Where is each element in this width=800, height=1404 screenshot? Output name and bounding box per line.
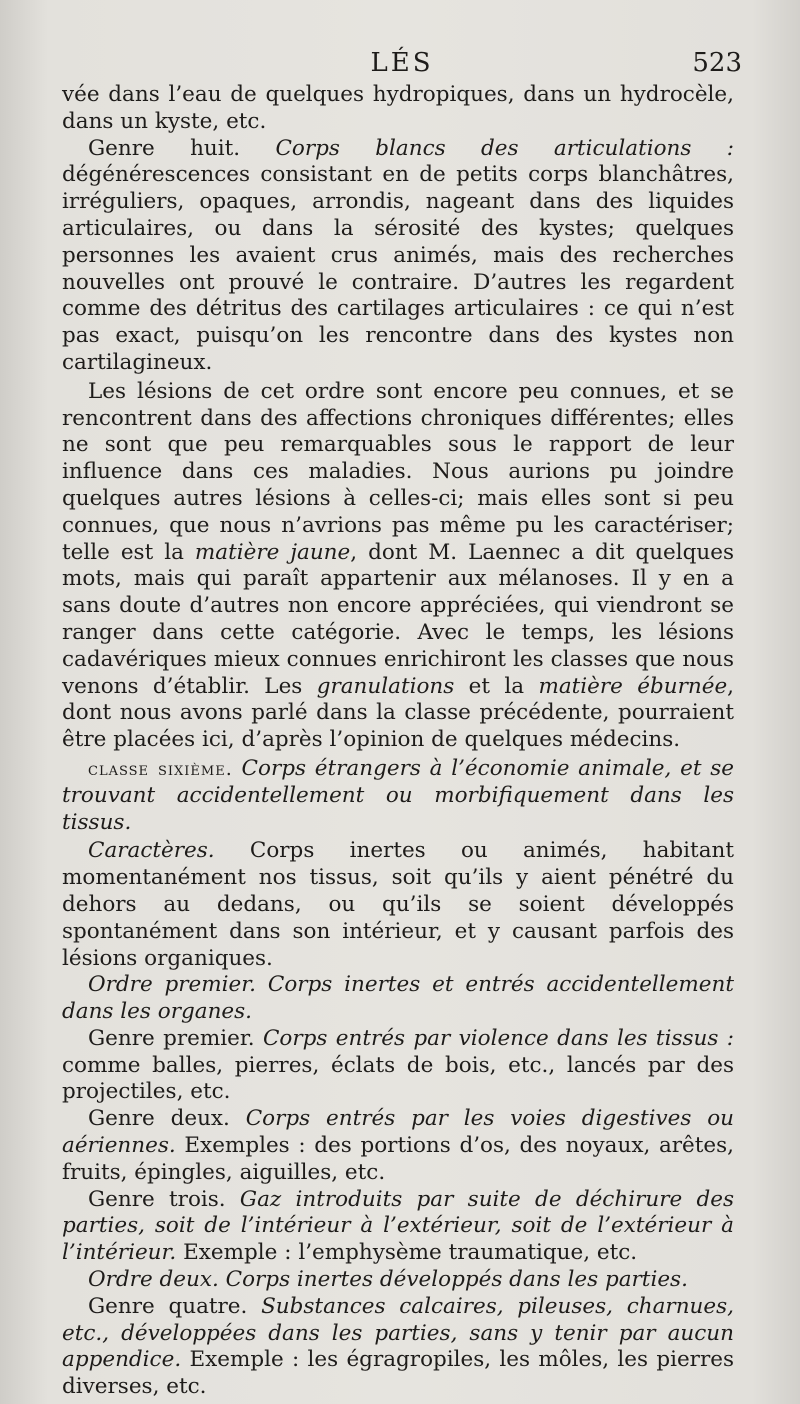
italic-run: Ordre premier. Corps inertes et entrés accidentellement dans les organes. [62, 972, 734, 1025]
page-number: 523 [692, 48, 742, 78]
italic-run: granulations [316, 673, 455, 699]
text-run: , dont M. Laennec a dit quelques mots, mais qui paraît appartenir aux mélanoses. Il y en a sans doute d’autres non encore appréciées, qui viendront se ranger dans cette catégorie. Avec le temps, les lésions cadavériques mieux connues enrichiront les classes que nous venons d’établir. Les [62, 539, 735, 699]
italic-run: Substances calcaires, pileuses, charnues, etc., développées dans les parties, sans y tenir par aucun appendice. [62, 1293, 734, 1373]
text-run: Genre huit. [88, 135, 276, 161]
paragraph-genre-quatre [62, 1294, 734, 1401]
text-run: Exemples : des portions d’os, des noyaux, arêtes, fruits, épingles, aiguilles, etc. [62, 1133, 734, 1185]
text-run: vée dans l’eau de quelques hydropiques, dans un hydrocèle, dans un kyste, etc. [62, 82, 734, 134]
text-run: Genre deux. [88, 1106, 246, 1132]
text-run: Genre quatre. [88, 1293, 262, 1319]
page-header [62, 48, 742, 82]
paragraph-genre-deux [62, 1106, 734, 1186]
paragraph-ordre-deux [62, 1267, 734, 1294]
text-run: dégénérescences consistant en de petits corps blanchâtres, irréguliers, opaques, arrondis, nageant dans des liquides articulaires, ou dans la sérosité des kystes; quelques personnes les avaient crus animés, mais des recherches nouvelles ont prouvé le contraire. D’autres les regardent comme des détritus des cartilages articulaires : ce qui n’est pas exact, puisqu’on les rencontre dans des kystes non cartilagineux. [62, 162, 734, 375]
text-run: Les lésions de cet ordre sont encore peu connues, et se rencontrent dans des affections chroniques différentes; elles ne sont que peu remarquables sous le rapport de leur influence dans ces maladies. Nous aurions pu joindre quelques autres lésions à celles-ci; mais elles sont si peu connues, que nous n’avrions pas même pu les caractériser; telle est la [62, 378, 734, 565]
italic-run: Corps blancs des articulations : [275, 135, 734, 161]
text-run: Corps inertes ou animés, habitant momentanément nos tissus, soit qu’ils y aient pénétré du dehors au dedans, ou qu’ils se soient développés spontanément dans son intérieur, et y causant parfois des lésions organiques. [62, 838, 734, 971]
paragraph-classe-sixieme [62, 756, 734, 836]
text-run: et la [454, 673, 539, 699]
text-run: comme balles, pierres, éclats de bois, etc., lancés par des projectiles, etc. [62, 1052, 734, 1105]
italic-run: Corps entrés par violence dans les tissus : [262, 1025, 734, 1051]
italic-run: Caractères. [88, 838, 215, 864]
page-body [62, 82, 734, 1401]
italic-run: Gaz introduits par suite de déchirure des parties, soit de l’intérieur à l’extérieur, soit de l’extérieur à l’intérieur. [62, 1186, 734, 1266]
italic-run: matière éburnée [538, 673, 728, 699]
text-run: Genre trois. [88, 1186, 240, 1212]
text-run: Exemple : les égragropiles, les môles, les pierres diverses, etc. [62, 1347, 734, 1400]
paragraph-lesions-ordre [62, 379, 734, 754]
text-run [233, 756, 242, 781]
italic-run: Corps entrés par les voies digestives ou aériennes. [62, 1106, 734, 1159]
paragraph-genre-huit [62, 136, 734, 377]
italic-run: Corps étrangers à l’économie animale, et se trouvant accidentellement ou morbifiquement dans les tissus. [62, 755, 734, 835]
running-head: LÉS [370, 48, 434, 78]
paragraph-genre-premier [62, 1026, 734, 1106]
text-run: , dont nous avons parlé dans la classe précédente, pourraient être placées ici, d’après l’opinion de quelques médecins. [62, 673, 735, 753]
text-run: Genre premier. [88, 1025, 263, 1051]
italic-run: Ordre deux. Corps inertes développés dans les parties. [88, 1267, 688, 1293]
italic-run: matière jaune [194, 539, 351, 565]
paragraph-vee-dans [62, 82, 734, 136]
paragraph-ordre-premier [62, 972, 734, 1026]
paragraph-caracteres [62, 838, 734, 972]
smallcaps-run: classe sixième. [88, 757, 233, 780]
paragraph-genre-trois [62, 1187, 734, 1267]
text-run: Exemple : l’emphysème traumatique, etc. [176, 1240, 638, 1266]
